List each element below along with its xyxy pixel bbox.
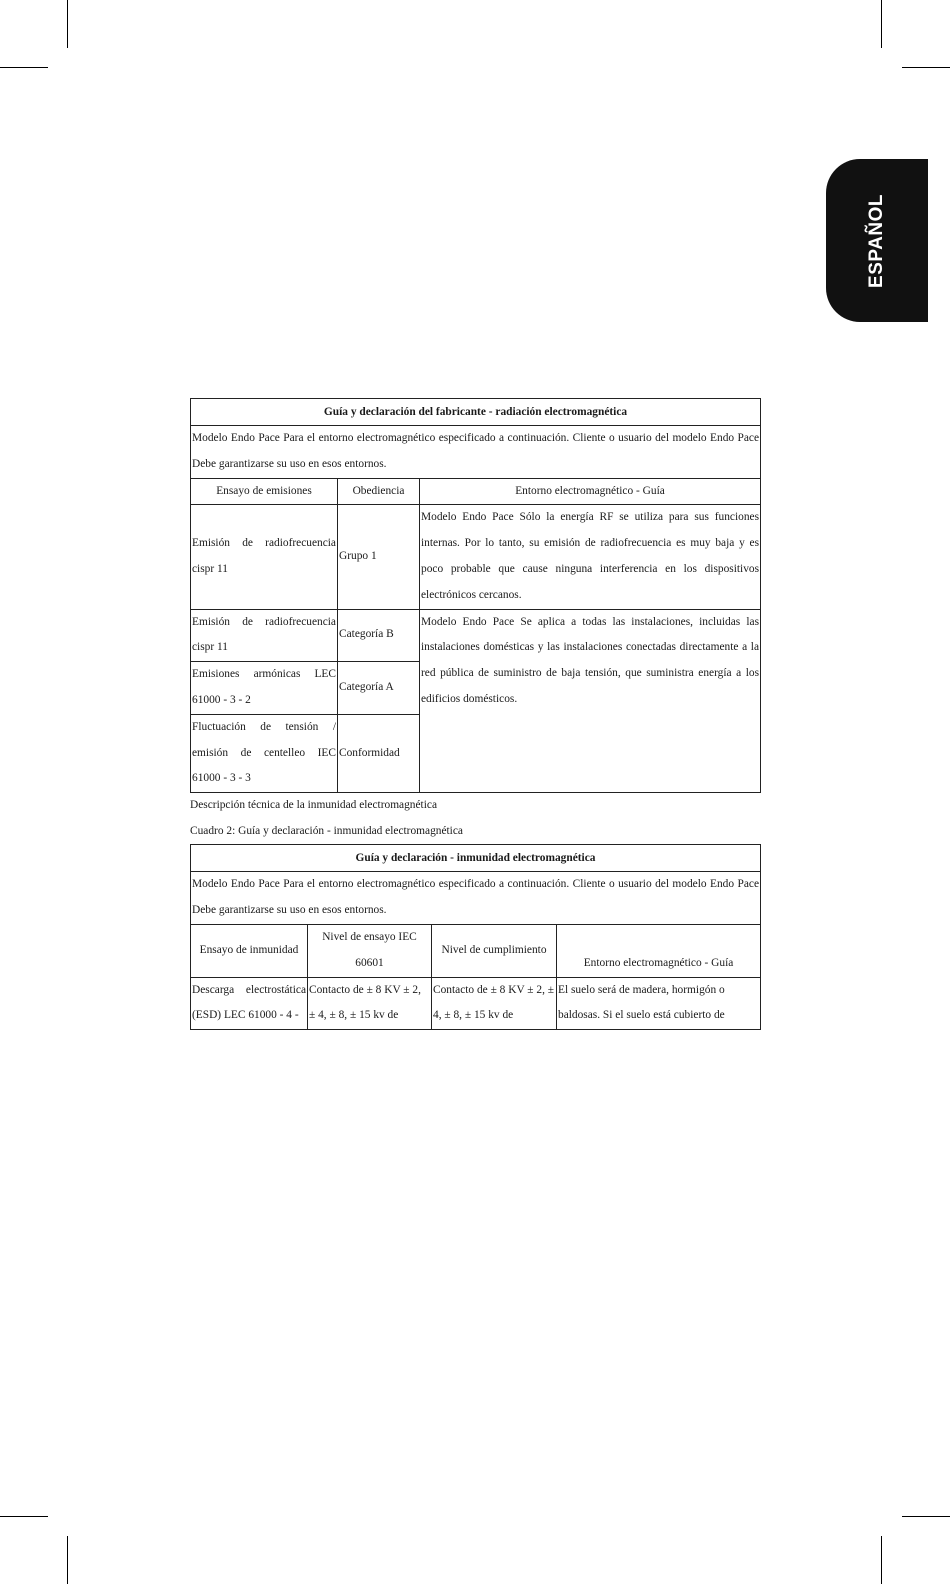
crop-mark: [67, 1536, 68, 1584]
column-header: Obediencia: [338, 478, 420, 505]
compliance-cell: Grupo 1: [338, 505, 420, 609]
table-row: [191, 505, 761, 609]
table-row: [191, 609, 761, 662]
crop-mark: [67, 0, 68, 48]
emissions-table: [190, 398, 761, 793]
column-header: Ensayo de inmunidad: [191, 924, 308, 977]
column-header: Entorno electromagnético - Guía: [557, 924, 761, 977]
crop-mark: [0, 67, 48, 68]
compliance-cell: Categoría B: [338, 609, 420, 662]
table-row: [191, 977, 761, 1030]
guidance-cell: El suelo será de madera, hormigón o baldosas. Si el suelo está cubierto de: [557, 977, 761, 1030]
test-cell: Emisión de radiofrecuencia cispr 11: [191, 505, 338, 609]
test-cell: Emisiones armónicas LEC 61000 - 3 - 2: [191, 662, 338, 715]
language-tab-label: ESPAÑOL: [866, 193, 887, 288]
guidance-cell: Modelo Endo Pace Sólo la energía RF se utiliza para sus funciones internas. Por lo tanto, su emisión de radiofrecuencia es muy baja y es poco probable que cause ninguna interferencia en los dispositivos electrónicos cercanos.: [420, 505, 761, 609]
language-tab: [826, 159, 928, 322]
compliance-cell: Conformidad: [338, 714, 420, 792]
immunity-table: [190, 844, 761, 1030]
emissions-table-intro: Modelo Endo Pace Para el entorno electromagnético especificado a continuación. Cliente o usuario del modelo Endo Pace Debe garantizarse su uso en esos entornos.: [191, 426, 761, 479]
emissions-table-title: Guía y declaración del fabricante - radiación electromagnética: [191, 399, 761, 426]
test-cell: Descarga electrostática (ESD) LEC 61000 - 4 -: [191, 977, 308, 1030]
test-cell: Fluctuación de tensión / emisión de centelleo IEC 61000 - 3 - 3: [191, 714, 338, 792]
crop-mark: [881, 1536, 882, 1584]
guidance-cell: Modelo Endo Pace Se aplica a todas las instalaciones, incluidas las instalaciones domésticas y las instalaciones conectadas directamente a la red pública de suministro de baja tensión, que suministra energía a los edificios domésticos.: [420, 609, 761, 793]
crop-mark: [881, 0, 882, 48]
column-header: Entorno electromagnético - Guía: [420, 478, 761, 505]
section-caption: Descripción técnica de la inmunidad electromagnética: [190, 799, 438, 812]
column-header: Nivel de cumplimiento: [432, 924, 557, 977]
crop-mark: [902, 67, 950, 68]
crop-mark: [0, 1516, 48, 1517]
immunity-table-intro: Modelo Endo Pace Para el entorno electromagnético especificado a continuación. Cliente o usuario del modelo Endo Pace Debe garantizarse su uso en esos entornos.: [191, 872, 761, 925]
compliance-cell: Contacto de ± 8 KV ± 2, ± 4, ± 8, ± 15 kv de: [432, 977, 557, 1030]
document-body: [190, 398, 760, 1030]
test-cell: Emisión de radiofrecuencia cispr 11: [191, 609, 338, 662]
crop-mark: [902, 1516, 950, 1517]
column-header: Ensayo de emisiones: [191, 478, 338, 505]
column-header: Nivel de ensayo IEC 60601: [308, 924, 432, 977]
immunity-table-title: Guía y declaración - inmunidad electromagnética: [191, 845, 761, 872]
level-cell: Contacto de ± 8 KV ± 2, ± 4, ± 8, ± 15 kv de: [308, 977, 432, 1030]
compliance-cell: Categoría A: [338, 662, 420, 715]
table2-caption: Cuadro 2: Guía y declaración - inmunidad electromagnética: [190, 824, 463, 837]
